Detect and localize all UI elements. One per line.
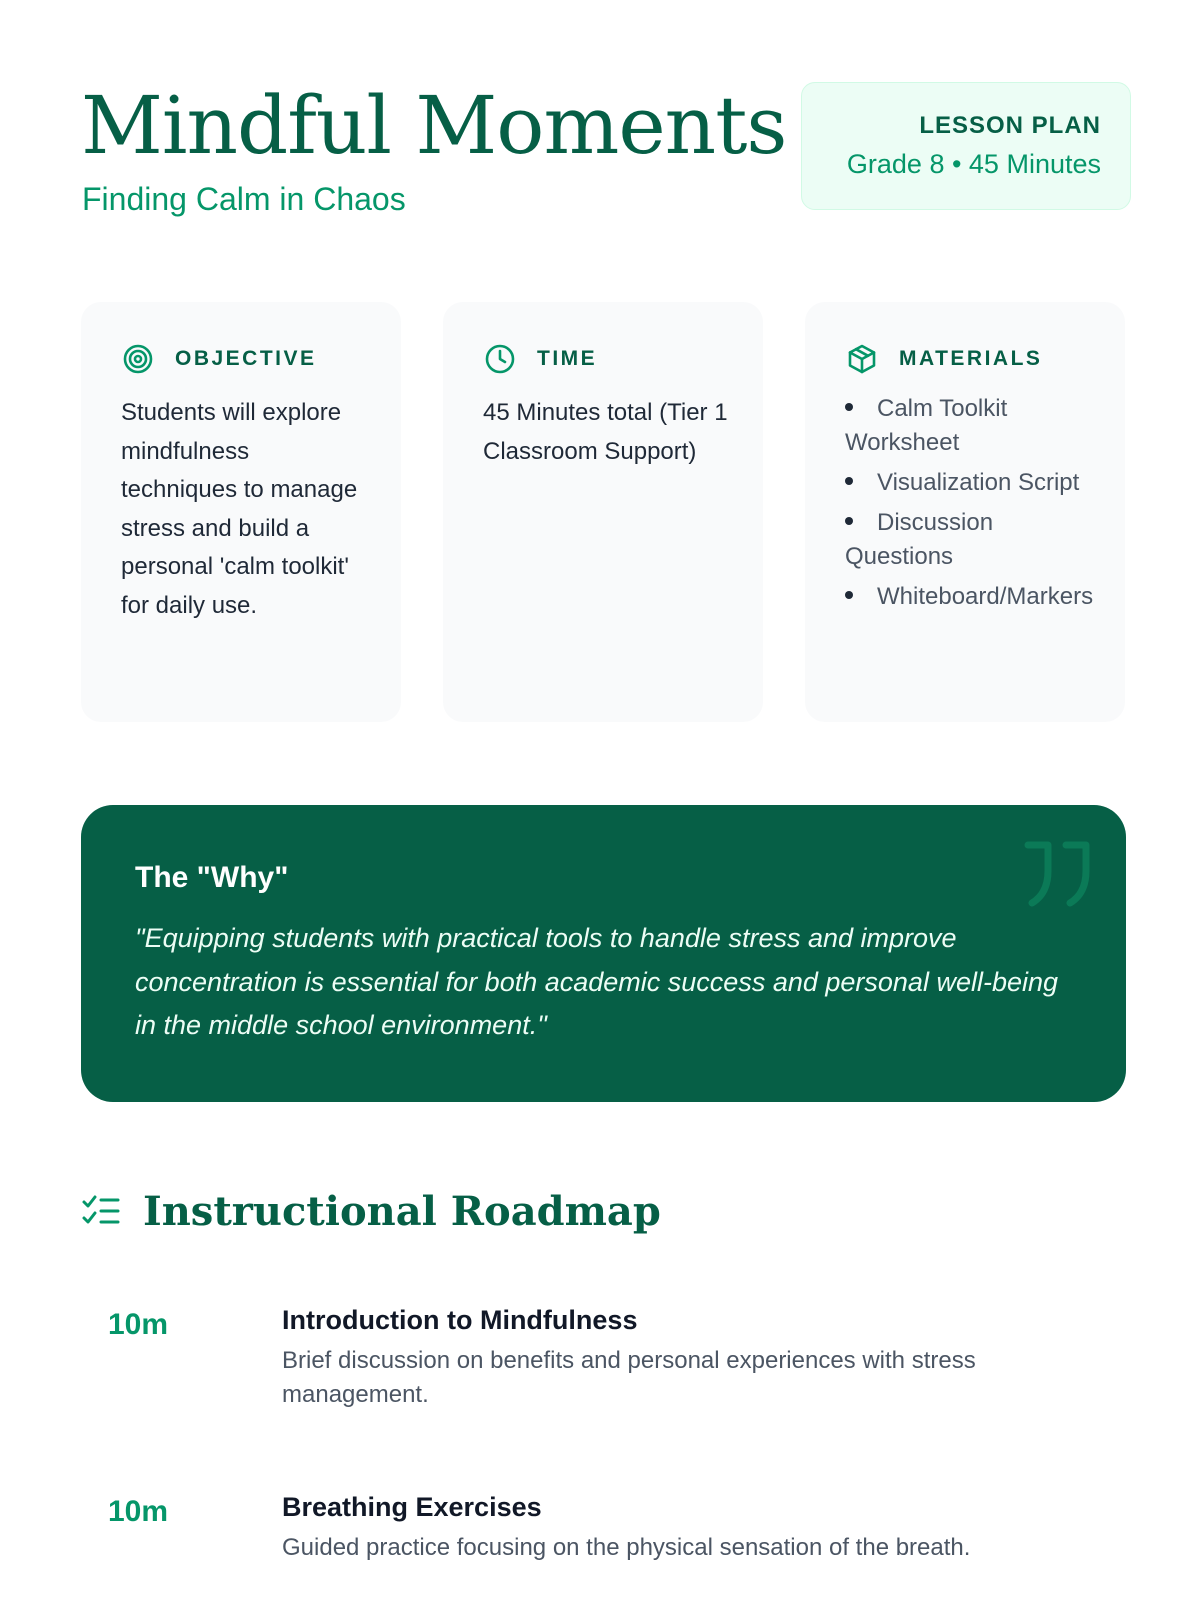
materials-card-header xyxy=(845,342,1042,376)
material-item: Visualization Script xyxy=(877,469,1080,496)
lesson-plan-badge xyxy=(801,82,1131,210)
list-item xyxy=(845,506,1100,574)
materials-title: MATERIALS xyxy=(899,347,1043,370)
bullet-icon xyxy=(845,591,853,599)
materials-list xyxy=(845,392,1100,620)
time-title: TIME xyxy=(537,347,598,370)
material-item: Discussion Questions xyxy=(845,509,994,570)
list-item xyxy=(845,466,1100,500)
box-icon xyxy=(845,342,879,376)
page-header xyxy=(81,78,1131,228)
objective-title: OBJECTIVE xyxy=(175,347,317,370)
objective-text: Students will explore mindfulness techniques to manage stress and build a personal 'calm toolkit' for daily use. xyxy=(121,399,358,619)
step-title: Breathing Exercises xyxy=(282,1492,542,1522)
time-text: 45 Minutes total (Tier 1 Classroom Support) xyxy=(483,399,728,465)
step-duration: 10m xyxy=(108,1495,169,1528)
why-section xyxy=(81,805,1126,1102)
step-duration: 10m xyxy=(108,1308,169,1341)
time-card-header xyxy=(483,342,597,376)
quote-icon xyxy=(1022,837,1094,909)
checklist-icon xyxy=(81,1191,121,1231)
step-description: Brief discussion on benefits and personal experiences with stress management. xyxy=(282,1347,976,1408)
bullet-icon xyxy=(845,403,853,411)
clock-icon xyxy=(483,342,517,376)
objective-card xyxy=(81,302,401,722)
material-item: Whiteboard/Markers xyxy=(877,583,1094,610)
roadmap-header xyxy=(81,1183,661,1239)
materials-card xyxy=(805,302,1125,722)
page-subtitle: Finding Calm in Chaos xyxy=(82,181,406,217)
time-card xyxy=(443,302,763,722)
list-item xyxy=(845,392,1100,460)
page-title: Mindful Moments xyxy=(81,79,787,172)
why-quote: "Equipping students with practical tools to handle stress and improve concentration is essential for both academic success and personal well-being in the middle school environment." xyxy=(135,923,1059,1040)
badge-label: LESSON PLAN xyxy=(919,112,1101,139)
bullet-icon xyxy=(845,477,853,485)
objective-card-header xyxy=(121,342,317,376)
why-title: The "Why" xyxy=(135,861,289,894)
roadmap-title: Instructional Roadmap xyxy=(143,1187,661,1235)
step-title: Introduction to Mindfulness xyxy=(282,1305,638,1335)
badge-details: Grade 8 • 45 Minutes xyxy=(846,149,1101,179)
bullet-icon xyxy=(845,517,853,525)
list-item xyxy=(845,580,1100,614)
step-description: Guided practice focusing on the physical sensation of the breath. xyxy=(282,1534,971,1561)
target-icon xyxy=(121,342,155,376)
material-item: Calm Toolkit Worksheet xyxy=(845,395,1008,456)
